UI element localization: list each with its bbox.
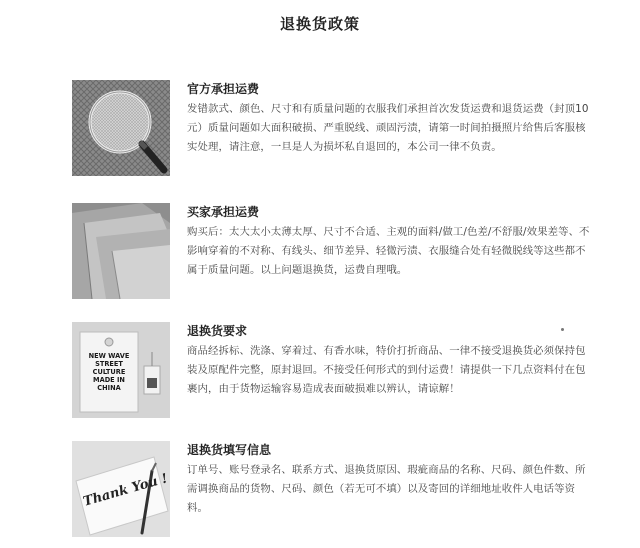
page-title: 退换货政策	[279, 15, 360, 33]
decorative-dot	[561, 328, 564, 331]
folded-paper-icon	[72, 203, 170, 299]
policy-section-fill-info	[72, 441, 592, 541]
magnifier-on-fabric-icon	[72, 80, 170, 176]
policy-section-official-shipping	[72, 80, 592, 180]
section-heading: 买家承担运费	[187, 205, 260, 219]
thank-you-note-icon	[72, 441, 170, 537]
section-heading: 官方承担运费	[187, 82, 260, 96]
tag-line: STREET	[95, 360, 123, 368]
section-heading: 退换货填写信息	[187, 443, 272, 457]
tag-text-block	[80, 352, 138, 392]
section-heading: 退换货要求	[187, 324, 248, 338]
tag-line: CULTURE	[92, 368, 126, 376]
clothing-tag-icon	[72, 322, 170, 418]
policy-section-buyer-shipping	[72, 203, 592, 303]
section-body: 订单号、账号登录名、联系方式、退换货原因、瑕疵商品的名称、尺码、颜色件数、所需调换商品的货物、尺码、颜色（若无可不填）以及寄回的详细地址收件人电话等资料。	[187, 464, 586, 514]
section-body: 商品经拆标、洗涤、穿着过、有香水味，特价打折商品、一律不接受退换货必须保持包装及原配件完整，原封退回。不接受任何形式的到付运费！请提供一下几点资料付在包裹内，由于货物运输容易造成表面破损难以辨认，请谅解！	[187, 345, 586, 395]
tag-line: MADE IN	[93, 376, 125, 384]
section-body: 发错款式、颜色、尺寸和有质量问题的衣服我们承担首次发货运费和退货运费（封顶10元）质量问题如大面积破损、严重脱线、顽固污渍，请第一时间拍摄照片给售后客服核实处理，请注意，一旦是人为损坏私自退回的，本公司一律不负责。	[187, 103, 589, 153]
section-body: 购买后：太大太小太薄太厚、尺寸不合适、主观的面料/做工/色差/不舒服/效果差等、不影响穿着的不对称、有线头、细节差异、轻微污渍、衣服缝合处有轻微脱线等这些都不属于质量问题。以上问题退换货，运费自理哦。	[187, 226, 590, 276]
tag-line: NEW WAVE	[88, 352, 130, 360]
policy-section-return-requirements	[72, 322, 592, 422]
note-text: Thank You !	[81, 471, 170, 510]
tag-line: CHINA	[97, 384, 121, 392]
